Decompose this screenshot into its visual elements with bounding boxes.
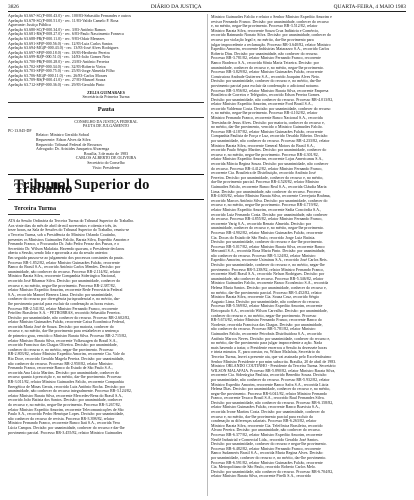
ata-line: recurso quanto à prescrição e, no mérito, dar-lhe provimento. Processo [8, 375, 122, 380]
body-line: julgar improcedente a reclamação. Processo RR-3.640/82, relator Ministro [211, 42, 331, 47]
body-line: recorrida Ivone Martins Costa. Decisão: por unanimidade, conhecer do [211, 410, 325, 415]
apostila-line: Apelação 63.703-SP(P-000.75.0) - rec. 25/83-Jorge Almeida Filho [8, 69, 115, 74]
apostila-line: Apelação 63.678-SC(P-000.51.0) - rec. 11/83-Valdir Camelo F. Rosa [8, 18, 119, 23]
ata-line: Aos vinte dias do mês de abril de mil novecentos e oitenta e três, às [8, 223, 117, 228]
ata-line: unanimidade, não conhecer do recurso. Processo RR-2.114/82, relator [8, 269, 121, 274]
body-line: Mercantil S.A., recorrida Rosa Maria Pinto. Decisão: por unanimidade, [211, 249, 326, 254]
body-line: Expedito Amorim, recorrente Indústrias Matarazzo S.A., recorrido Carlos [211, 47, 330, 52]
ata-line: Paulo S.A., recorrido Pedro Henrique Lopes. Decisão: por unanimidade, [8, 412, 125, 417]
ata-line: Petróleo Brasileiro S.A. - PETROBRÁS, recorrido Sebastião Ferreira. [8, 311, 121, 316]
pauta-heading-line: CONSELHO DA JUSTIÇA FEDERAL [74, 119, 138, 124]
body-line: Ministro Expedito Amorim, recorrente Banco Safra S.A., recorrida Lúcia [211, 382, 329, 387]
ata-line: Processo RR-1.852/82, relator Ministro Guimarães Falcão, recorrente [8, 260, 120, 265]
body-line: negar-lhe provimento. Processo RR-6.041/82, relator Ministro Fernando [211, 391, 328, 396]
body-line: Guimarães Falcão, recorrente Banco Real S.A., recorrida Cláudia Maria [211, 184, 327, 189]
body-line: Roberto Dias. Decisão: por unanimidade, não conhecer do recurso. [211, 51, 319, 56]
apostila-line: Apelação 63.697-SP(P-000.18.0) - rec. 18/83-Heriberto Pereira [8, 50, 110, 55]
issue-date: QUARTA-FEIRA, 4 MAIO 1983 [333, 3, 406, 10]
ata-line: do recurso e, no mérito, negar-lhe provimento. Processo RR-3.267/82, [8, 402, 121, 407]
left-column [8, 14, 204, 435]
body-line: do recurso. Processo RR-4.412/82, relator Ministro Fernando Franco, [211, 166, 323, 171]
body-line: Álvaro Pereira. Decisão: por unanimidade, não conhecer do recurso. [211, 428, 321, 433]
ata-line: recorrida Maria José de Souza. Decisão: por maioria, conhecer do [8, 324, 114, 329]
body-line: Terceira Turma, lavrei a presente ata, que vai assinada pelo Excelentíssimo [211, 354, 332, 359]
apostila-line: Apelação 63.691-SP(P-000.56.0) - rec. 12/83-Luiz Carlos Santos [8, 41, 113, 46]
body-line: e, no mérito, negar-lhe provimento. Processo RR-3.512/82, relator [211, 24, 318, 29]
ata-line: Processo RR-2.541/82, relator Ministro Fernando Franco, recorrente [8, 306, 118, 311]
apostilas-list [8, 14, 204, 88]
body-line: e, no mérito, negar-lhe provimento. Processo RR-4.102/82, relator [211, 111, 318, 116]
body-line: Ministro Barata Silva, recorrente Souza Cruz Indústria e Comércio, [211, 28, 320, 33]
body-line: Banco Bradesco S.A., recorrida Sônia Maria Teixeira. Decisão: por [211, 60, 319, 65]
body-line: WILSON MALAFAIA. Processo RR-5.890/82, relator Ministro Barata Silva, [211, 368, 336, 373]
pauta-detail-line: Relator: Ministro Geraldo Sobral [36, 133, 90, 138]
pauta-sign-line: Secretário do Conselho [87, 161, 125, 166]
body-line: recorrido Luiz Fernando Costa. Decisão: por unanimidade, não conhecer [211, 212, 328, 217]
body-line: Augusto Lima. Decisão: por unanimidade, não conhecer do recurso. [211, 299, 321, 304]
body-line: Processo RR-6.377/82, relator Ministro Expedito Amorim, recorrente [211, 433, 323, 438]
section-pauta: Pauta [97, 105, 115, 113]
body-line: dar-lhe provimento parcial. Processo RR-4.528/82, relator Ministro [211, 180, 320, 185]
body-line: Processo RR-5.569/82, relator Ministro Expedito Amorim, recorrente [211, 304, 323, 309]
ata-line: Fernando Franco, o Procurador Dr. João Pedro Ferraz dos Passos, e o [8, 242, 120, 247]
body-line: Helena Dias. Decisão: por unanimidade, conhecer do recurso e, no mérito, [211, 387, 331, 392]
body-line: Ministro Fernando Franco, recorrente Banco Nacional S.A., recorrida [211, 116, 323, 121]
pauta-process: PC-13.845-DF [8, 128, 32, 133]
ata-line: de primeiro grau, vencido o Ministro Barata Silva. Processo RR-2.715/82, [8, 334, 128, 339]
ata-line: conhecer do recurso e, no mérito, negar-lhe provimento. Processo [8, 347, 114, 352]
apostila-line: Apelação 63.681-RS(P-008.27.0) - rec. 6/83-Paulo Nascimento Fonseca [8, 32, 124, 37]
body-line: Ministro Barata Silva, recorrente Cia. Telefônica Brasileira, recorrido [211, 423, 323, 428]
body-line: por unanimidade, conhecer do recurso e, no mérito, dar-lhe provimento. [211, 456, 327, 460]
ata-line: unanimidade, não conhecer do recurso integralmente. Processo RR-3.124/82, [8, 389, 132, 394]
pauta-sign-line: CARLOS ALBERTO DE OLIVEIRA [75, 156, 137, 161]
ata-line: relator Ministro Expedito Amorim, recorrente Telecomunicações de São [8, 407, 124, 412]
apostila-line: Apelação 63.712-SP(P-000.36.0) - rec. 29/83-Geraldo Pinto [8, 82, 105, 87]
body-line: conhecer do recurso e, no mérito, negar-lhe provimento. Processo [211, 313, 317, 318]
ata-line: recorrida Ana Lúcia Martins. Decisão: por unanimidade, conhecer do [8, 370, 120, 375]
ata-line: recorrido José Ribamar Silva. Decisão: por unanimidade, conhecer do [8, 278, 121, 283]
body-line: recurso e, no mérito, negar-lhe provimento. Processo RR-4.719/82, [211, 203, 319, 208]
ata-line: recorrido João Batista dos Santos. Decisão: por unanimidade, conhecer [8, 398, 123, 403]
body-line: não conhecer do recurso. Processo RR-5.781/82, relator Ministro [211, 327, 316, 332]
body-line: Ministro Barata Silva, recorrente Cia. Souza Cruz, recorrido Sérgio [211, 295, 320, 300]
body-line: Processo RR-6.482/82, relator Ministro Fernando Franco, recorrente [211, 446, 321, 451]
body-line: provimento parcial para excluir da condenação o adicional noturno. [211, 83, 320, 88]
ata-line: recorrido Francisco das Chagas Oliveira. Decisão: por unanimidade, [8, 343, 118, 348]
body-line: no mérito, dar-lhe provimento para julgar improcedente a ação. Nada [211, 341, 322, 346]
body-line: Decisão: por unanimidade, não conhecer do recurso. Processo RR-4.013/82, [211, 97, 334, 102]
tribunal-title: Tribunal Superior do Trabalho [8, 174, 204, 200]
ata-line: Ministro Fernando Franco, recorrente Banco Itaú S.A., recorrida Vera [8, 421, 120, 426]
signature-role: Secretária da Primeira Turma [82, 95, 130, 100]
body-line: condenação as diferenças salariais. Processo RR-6.263/82, relator [211, 419, 317, 424]
ata-line: Banco do Brasil S.A., recorrido Antônio Carlos Mendes. Decisão: por [8, 265, 121, 270]
body-line: recurso e, no mérito, negar-lhe provimento. Processo RR-4.301/82, [211, 152, 319, 157]
ata-line: relator Ministro Expedito Amorim, recorrente Rede Ferroviária Federal [8, 288, 123, 293]
ata-line: Secretário Dr. Wilson Malafaia. Havendo quorum, o Presidente declarou [8, 246, 125, 251]
body-line: Decisão: por unanimidade, conhecer do recurso e, no mérito, negar-lhe [211, 263, 325, 268]
ata-line: recurso e, no mérito, negar-lhe provimento. Processo RR-2.387/82, [8, 283, 116, 288]
ata-line: presentes os Ministros Guimarães Falcão, Barata Silva, Expedito Amorim e [8, 237, 130, 242]
body-line: Decisão: por unanimidade, conhecer do recurso e negar-lhe provimento. [211, 442, 327, 447]
apostila-line: Apelação 63.699-RJ(P-000.51.0) - rec. 14/83-João Gomes Neto [8, 55, 111, 60]
ata-line: conhecer do recurso por divergência jurisprudencial e, no mérito, dar- [8, 297, 121, 302]
ata-line: recurso e, no mérito, dar-lhe provimento para restabelecer a sentença [8, 329, 119, 334]
body-line: por unanimidade, não conhecer do recurso. Processo RR-5.932/82, relator [211, 377, 330, 382]
body-line: Cia. Docas do Estado de São Paulo, recorrido Jorge Luiz Batista. [211, 235, 316, 240]
pauta-detail-line: Advogado: Dr. Aristides Junqueira Alvarenga [36, 147, 110, 152]
body-line: Ministro Barata Silva, recorrente General Motors do Brasil S.A., [211, 143, 315, 148]
pauta-heading-line: PAUTA DE JULGAMENTO [82, 124, 130, 129]
pauta-heading [8, 120, 204, 129]
apostila-line: Agravante: Justiça Pública [8, 23, 51, 28]
signature-name: ZÉLIA GUIMARÃES [87, 90, 125, 95]
body-line: Lima. Decisão: por unanimidade, não conhecer do recurso. Processo [211, 189, 321, 194]
body-line: unanimidade, conhecer do recurso e, no mérito, negar-lhe provimento. [211, 226, 324, 231]
body-line: Processo RR-3.956/82, relator Ministro Barata Silva, recorrente Empresa [211, 88, 329, 93]
ata-line: S.A., recorrido Manoel Bezerra Lima. Decisão: por unanimidade, [8, 292, 114, 297]
body-line: recorrido Valdemar Costa. Decisão: por unanimidade, conhecer do recurso [211, 106, 331, 111]
body-line: Guimarães Falcão, recorrente Petrobrás Distribuidora S.A., recorrido [211, 331, 322, 336]
ata-line: ATA da Sessão Ordinária da Terceira Turma do Tribunal Superior do Trabalho. [8, 219, 135, 224]
apostila-line: Apelação 63.694-MG(P-000.43.0) - rec. 13/83-José Alves Rodrigues [8, 46, 119, 51]
body-line: Processo RR-3.829/82, relator Ministro Guimarães Falcão, recorrente [211, 70, 323, 75]
ata-line: RR-3.011/82, relator Ministro Guimarães Falcão, recorrente Companhia [8, 380, 124, 384]
body-line: recorrente Cia. Brasileira de Distribuição, recorrido Antônio José [211, 171, 316, 176]
body-line: do recurso. Processo RR-4.855/82, relator Ministro Fernando Franco, [211, 217, 323, 222]
body-line: unanimidade, conhecer do recurso e, no mérito, negar-lhe provimento. [211, 65, 324, 70]
body-line: Decisão: por unanimidade, conhecer do recurso e, no mérito, dar-lhe [211, 79, 322, 84]
body-line: e trinta minutos. E, para constar, eu, Wilson Malafaia, Secretário da [211, 350, 320, 355]
pauta-detail-line: Requerente: Edson Alves da Silva [36, 138, 91, 143]
body-line: Cia. Metropolitano de São Paulo, recorrido Roberto Carlos Melo. [211, 465, 317, 470]
ata-line: Lúcia Campos. Decisão: por unanimidade, conhecer do recurso e dar-lhe [8, 425, 125, 430]
pauta-details [8, 133, 204, 151]
right-column [211, 15, 408, 479]
body-line: revisor Fernando Franco. Decisão: por unanimidade, conhecer do recurso [211, 19, 329, 24]
ata-line: treze horas, na Sala de Sessões do Tribunal Superior do Trabalho, reuniu-se [8, 228, 130, 233]
body-line: recurso e, no mérito, dar-lhe provimento parcial para excluir da [211, 414, 313, 419]
body-line: Processo RR-5.017/82, relator Ministro Barata Silva, recorrente Banco [211, 244, 325, 249]
body-line: recurso por violação legal e, no mérito, dar-lhe provimento para [211, 37, 314, 42]
body-line: Construtora Andrade Gutierrez S.A., recorrido Joaquim Alves Neto. [211, 74, 321, 79]
body-line: relator Ministro Expedito Amorim, recorrente Ford Brasil S.A., [211, 102, 313, 107]
column-gutter [207, 14, 208, 496]
ata-line: relator Ministro Barata Silva, recorrente Volkswagen do Brasil S.A., [8, 338, 118, 343]
body-line: Decisão: por unanimidade, conhecer do recurso e dar-lhe provimento. [211, 240, 323, 245]
body-line: Processo RR-6.591/82, relator Ministro Guimarães Falcão, recorrente [211, 460, 323, 465]
ata-line: aberta a Sessão, sendo lida e aprovada a ata da sessão anterior. [8, 251, 109, 256]
body-line: relator Ministro Expedito Amorim, recorrente Sadia Concórdia S.A., [211, 207, 322, 212]
ata-line: não conhecer do recurso. Processo RR-2.950/82, relator Ministro [8, 361, 113, 366]
body-line: Companhia Paulista de Força e Luz, recorrido Osvaldo Ribeiro. Decisão: [211, 134, 329, 139]
body-line: Decisão: por unanimidade, não conhecer do recurso. Processo RR-6.704/82, [211, 469, 334, 474]
ata-line: provimento parcial. Processo RR-3.455/82, relator Ministro Guimarães [8, 430, 123, 435]
turma-title: Terceira Turma [8, 204, 60, 215]
body-line: relator Ministro Guimarães Falcão, recorrente Banco Boavista S.A., [211, 405, 321, 410]
apostila-line: Apelação 63.680-SC(P-000.34.0) - rec. 3/83-Antônio Ramos [8, 27, 106, 32]
body-line: Processo RR-3.781/82, relator Ministro Fernando Franco, recorrente [211, 56, 321, 61]
page-header [8, 2, 406, 11]
body-line: recorrente Shell Brasil S.A., recorrido Nelson Rodrigues. Decisão: por [211, 272, 325, 277]
body-line: recorrente Cia. Siderúrgica Paulista, recorrido Benedito Souza. Decisão: [211, 373, 328, 378]
ata-line: relator Ministro Barata Silva, recorrente Mercedes-Benz do Brasil S.A., [8, 393, 124, 398]
body-line: Decisão: por unanimidade, não conhecer do recurso. Processo RR-6.158/82, [211, 400, 334, 405]
body-line: relator Ministro Expedito Amorim, recorrente Lojas Americanas S.A., [211, 157, 324, 162]
ata-line: Fernando Franco, recorrente Banco do Estado de São Paulo S.A., [8, 366, 113, 371]
body-line: no mérito, dar-lhe provimento, vencido o Ministro Guimarães Falcão. [211, 125, 323, 130]
ata-line: lhe provimento parcial para excluir da condenação as horas extras. [8, 301, 115, 306]
ata-text [8, 219, 204, 435]
body-line: mais havendo a tratar, o Presidente encerrou a Sessão às dezessete horas [211, 345, 328, 350]
ata-line: Ministro Barata Silva, recorrente Companhia Siderúrgica Nacional, [8, 274, 117, 279]
body-line: provimento. Processo RR-5.238/82, relator Ministro Fernando Franco, [211, 267, 325, 272]
divider [8, 102, 204, 103]
pauta-sign-line: Visto: Presidente [92, 165, 120, 170]
body-line: RR-4.603/82, relator Ministro Barata Silva, recorrente Cervejaria Brahma, [211, 194, 331, 199]
body-line: Senhor Ministro Presidente e por mim subscrita. Brasília, 20 de abril de 1983. [211, 359, 337, 364]
body-line: Antônio Marcos Neves. Decisão: por unanimidade, conhecer do recurso e, [211, 336, 331, 341]
body-line: Banco Sudameris Brasil S.A., recorrida Marta Regina Alves. Decisão: [211, 451, 324, 456]
ata-line: Decisão: por unanimidade, não conhecer do recurso. Processo RR-2.602/82, [8, 315, 131, 320]
body-line: Processo RR-4.902/82, relator Ministro Guimarães Falcão, recorrente [211, 230, 323, 235]
apostila-line: Apelação 63.706-MG(P-000.11.0) - rec. 26/83-Carlos Moraes [8, 73, 108, 78]
body-line: Ministro ORLANDO COUTINHO - Presidente da Terceira Turma. Secretário [211, 364, 336, 369]
ata-line: RR-2.803/82, relator Ministro Expedito Amorim, recorrente Cia. Vale do [8, 352, 125, 357]
apostila-line: Apelação 63.688-PR(P-000.11.0) - rec. 9/83-Odair Menezes [8, 36, 105, 41]
body-line: recorrido Marcos Antônio Silva. Decisão: por unanimidade, conhecer do [211, 198, 328, 203]
apostila-line: Apelação 63.700-PR(P-000.28.0) - rec. 23/83-Antônio Ferreira [8, 59, 110, 64]
body-line: Ferreira. Decisão: por unanimidade, conhecer do recurso e, no mérito, [211, 175, 324, 180]
ata-line: relator Ministro Guimarães Falcão, recorrente Caixa Econômica Federal, [8, 320, 126, 325]
pauta-detail-line: Requerido: Tribunal Federal de Recursos [36, 142, 102, 147]
ata-line: não conhecer do recurso de revista. Processo RR-3.398/82, relator [8, 416, 115, 421]
body-line: recorrido Paulo Sérgio Martins. Decisão: por unanimidade, conhecer do [211, 148, 327, 153]
ata-line: Energética de Minas Gerais, recorrido Luiz Antônio Rocha. Decisão: por [8, 384, 125, 389]
divider [8, 117, 204, 118]
apostila-line: Apelação 63.702-SP(P-000.34.0) - rec. 32/83-Roberto Vieira [8, 64, 106, 69]
apostila-line: Apelação 63.667-SC(P-000.43.0) - rec. 100/83-Sebastião Fernandes e outros [8, 14, 132, 18]
header-rule [8, 11, 406, 12]
body-line: Brasileira de Correios e Telégrafos, recorrido Edson Pereira Gomes. [211, 93, 321, 98]
body-line: por unanimidade, não conhecer do recurso. Processo RR-4.233/82, relator [211, 139, 330, 144]
body-line: recorrida Márcia Regina Souza. Decisão: por unanimidade, não conhecer [211, 162, 329, 166]
pauta-date: Brasília, 3 de maio de 1983 [83, 151, 129, 156]
ata-line: a Terceira Turma, sob a Presidência do Ministro Orlando Coutinho, [8, 233, 117, 237]
journal-title: DIÁRIO DA JUSTIÇA [150, 3, 202, 10]
body-line: unanimidade, não conhecer do recurso. Processo RR-5.346/82, relator [211, 276, 324, 281]
page-number: 3826 [8, 3, 19, 10]
body-line: Nordeste, recorrida Francisca das Chagas. Decisão: por unanimidade, [211, 322, 323, 327]
apostila-line: Apelação 63.709-RS(P-000.41.0) - rec. 27/83-Manoel Souza [8, 78, 106, 83]
body-line: não conhecer do recurso. Processo RR-5.124/82, relator Ministro [211, 253, 316, 258]
body-line: Eletropaulo S.A., recorrido Wilson Carvalho. Decisão: por unanimidade, [211, 309, 328, 313]
body-line: Helena Maria Santos. Decisão: por unanimidade, conhecer do recurso e, [211, 286, 327, 291]
body-line: Expedito Amorim, recorrente Usiminas S.A., recorrido José Carlos Reis. [211, 258, 328, 263]
body-line: recorrido Raimundo Nonato Silva. Decisão: por unanimidade, conhecer do [211, 33, 331, 38]
body-line: Processo RR-4.187/82, relator Ministro Guimarães Falcão, recorrente [211, 129, 323, 134]
body-line: Franco, recorrente Texaco Brasil S.A., recorrido Raul Fernandes Silva. [211, 396, 325, 401]
body-line: Teresinha de Jesus Alves. Decisão: por maioria, conhecer do recurso e, [211, 120, 325, 125]
body-line: no mérito, dar-lhe provimento parcial. Processo RR-5.452/82, relator [211, 290, 322, 295]
body-line: Ministro Guimarães Falcão, recorrente Banco Econômico S.A., recorrida [211, 281, 329, 286]
ata-line: Em seguida passou-se ao julgamento dos processos constantes da pauta. [8, 255, 124, 260]
body-line: recorrente Varig S.A., recorrido Renato Almeida. Decisão: por [211, 221, 312, 226]
body-line: Ministro Guimarães Falcão e relator o Senhor Ministro Expedito Amorim e [211, 15, 332, 19]
pauta-signature [8, 156, 204, 170]
body-line: Nestlé Industrial e Comercial Ltda., recorrido Geraldo José Santos. [211, 437, 319, 442]
body-line: RR-5.674/82, relator Ministro Fernando Franco, recorrente Banco do [211, 318, 322, 323]
ata-line: Rio Doce, recorrido Geraldo Magela Pereira. Decisão: por unanimidade, [8, 357, 125, 362]
body-line: relator Ministro Barata Silva, recorrente Pirelli S.A., recorrido [211, 474, 312, 479]
